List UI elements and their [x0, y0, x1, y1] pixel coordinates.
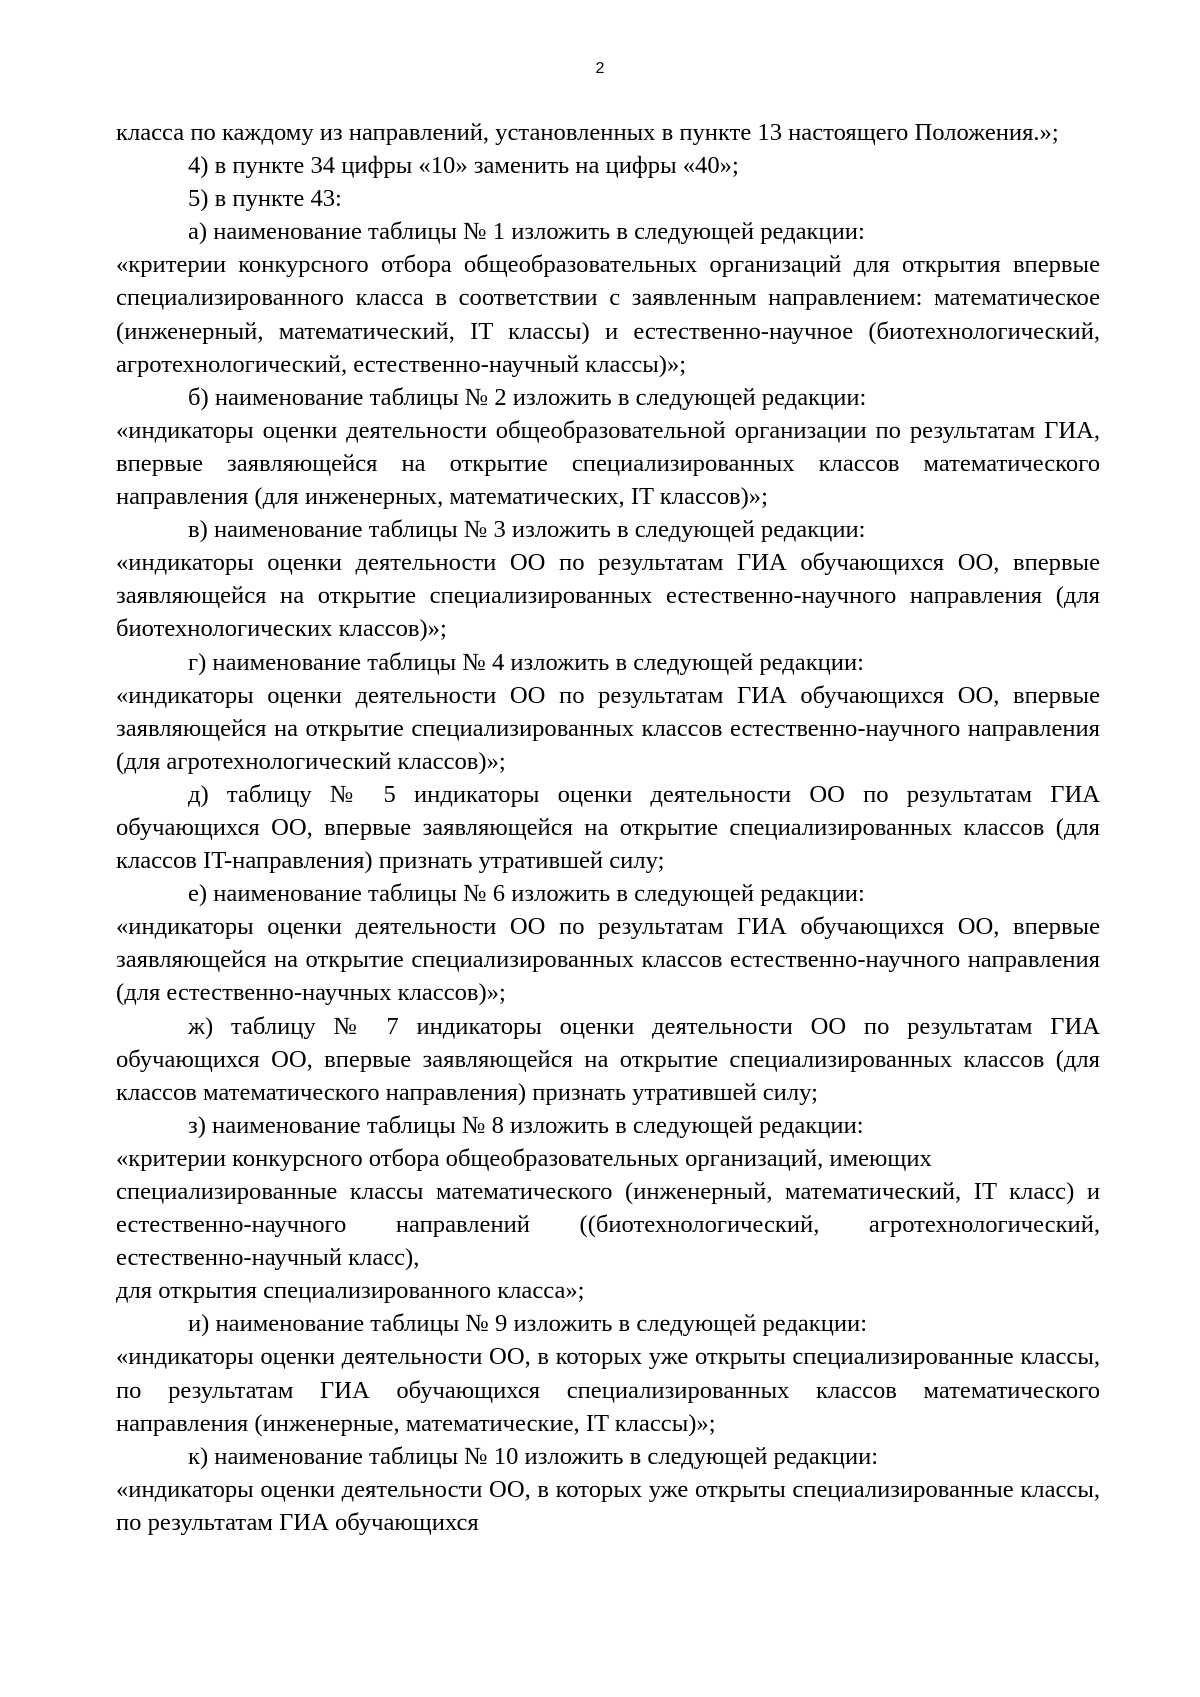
paragraph: е) наименование таблицы № 6 изложить в следующей редакции:	[188, 880, 865, 908]
paragraph: 5) в пункте 43:	[188, 185, 342, 213]
paragraph: г) наименование таблицы № 4 изложить в следующей редакции:	[188, 648, 864, 676]
paragraph: класса по каждому из направлений, установленных в пункте 13 настоящего Положения.»;	[116, 119, 1059, 146]
paragraph: к) наименование таблицы № 10 изложить в следующей редакции:	[188, 1442, 879, 1470]
paragraph: специализированные классы математического (инженерный, математический, IT класс) и естественно-научного направлений ((биотехнологический, агротехнологический, естественно-научный класс),	[116, 1178, 1100, 1272]
paragraph: а) наименование таблицы № 1 изложить в следующей редакции:	[188, 218, 865, 246]
paragraph: «критерии конкурсного отбора общеобразовательных организаций, имеющих	[116, 1144, 932, 1172]
paragraph: «критерии конкурсного отбора общеобразовательных организаций для открытия впервые специализированного класса в соответствии с заявленным направлением: математическое (инженерный, математический, IT классы) и естественно-научное (биотехнологический, агротехнологический, естественно-научный классы)»;	[116, 251, 1100, 378]
paragraph: 4) в пункте 34 цифры «10» заменить на цифры «40»;	[188, 152, 739, 180]
paragraph: з) наименование таблицы № 8 изложить в следующей редакции:	[188, 1111, 864, 1139]
paragraph: б) наименование таблицы № 2 изложить в следующей редакции:	[188, 383, 867, 411]
paragraph: в) наименование таблицы № 3 изложить в следующей редакции:	[188, 516, 866, 544]
paragraph: «индикаторы оценки деятельности ОО по результатам ГИА обучающихся ОО, впервые заявляющейся на открытие специализированных естественно-научного направления (для биотехнологических классов)»;	[116, 549, 1100, 643]
paragraph: ж) таблицу № 7 индикаторы оценки деятельности ОО по результатам ГИА обучающихся ОО, впервые заявляющейся на открытие специализированных классов (для классов математического направления) признать утратившей силу;	[116, 1012, 1100, 1106]
paragraph: «индикаторы оценки деятельности общеобразовательной организации по результатам ГИА, впервые заявляющейся на открытие специализированных классов математического направления (для инженерных, математических, IT классов)»;	[116, 416, 1100, 511]
paragraph: «индикаторы оценки деятельности ОО по результатам ГИА обучающихся ОО, впервые заявляющейся на открытие специализированных классов естественно-научного направления (для естественно-научных классов)»;	[116, 913, 1100, 1007]
page-number: 2	[595, 60, 605, 77]
document-body	[116, 116, 1100, 1539]
paragraph: д) таблицу № 5 индикаторы оценки деятельности ОО по результатам ГИА обучающихся ОО, впервые заявляющейся на открытие специализированных классов (для классов IT-направления) признать утратившей силу;	[116, 780, 1100, 875]
paragraph: для открытия специализированного класса»;	[116, 1277, 585, 1305]
paragraph: и) наименование таблицы № 9 изложить в следующей редакции:	[188, 1310, 868, 1338]
paragraph: «индикаторы оценки деятельности ОО по результатам ГИА обучающихся ОО, впервые заявляющейся на открытие специализированных классов естественно-научного направления (для агротехнологический классов)»;	[116, 681, 1100, 775]
paragraph: «индикаторы оценки деятельности ОО, в которых уже открыты специализированные классы, по результатам ГИА обучающихся специализированных классов математического направления (инженерные, математические, IT классы)»;	[116, 1343, 1100, 1437]
paragraph: «индикаторы оценки деятельности ОО, в которых уже открыты специализированные классы, по результатам ГИА обучающихся	[116, 1475, 1100, 1536]
